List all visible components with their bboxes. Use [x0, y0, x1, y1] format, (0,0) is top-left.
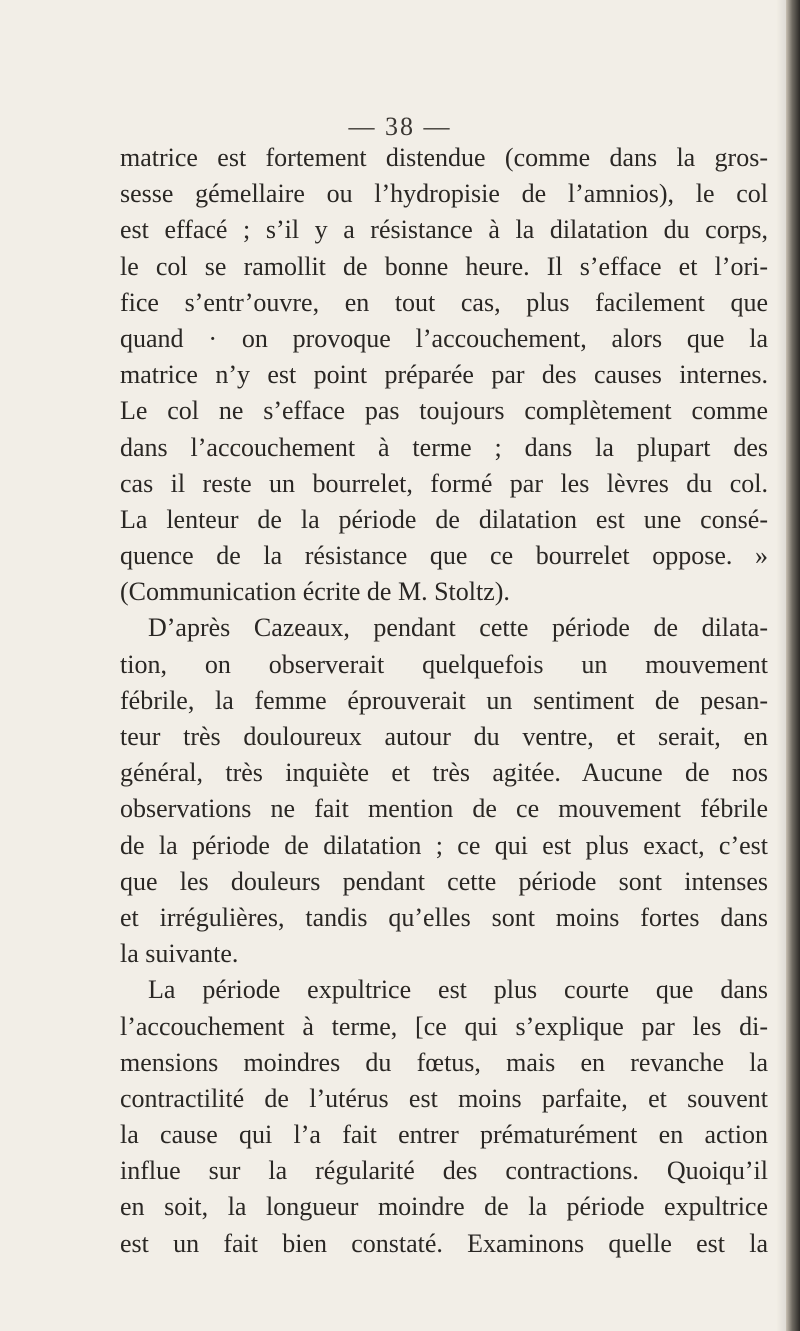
- text-line: général, très inquiète et très agitée. Aucune de nos: [120, 758, 768, 788]
- text-line: la cause qui l’a fait entrer prématurément en action: [120, 1120, 768, 1150]
- text-line: le col se ramollit de bonne heure. Il s’efface et l’ori-: [120, 251, 768, 281]
- text-line: La lenteur de la période de dilatation est une consé-: [120, 504, 768, 534]
- text-line: est un fait bien constaté. Examinons quelle est la: [120, 1228, 768, 1258]
- text-line: matrice est fortement distendue (comme dans la gros-: [120, 143, 768, 172]
- text-line: Le col ne s’efface pas toujours complètement comme: [120, 396, 768, 426]
- text-line: quand · on provoque l’accouchement, alors que la: [120, 323, 768, 353]
- text-line: cas il reste un bourrelet, formé par les lèvres du col.: [120, 468, 768, 498]
- page-number: — 38 —: [348, 112, 452, 141]
- text-line: l’accouchement à terme, [ce qui s’explique par les di-: [120, 1011, 768, 1041]
- text-line: de la période de dilatation ; ce qui est plus exact, c’est: [120, 830, 768, 860]
- gutter-shadow: [776, 0, 786, 1331]
- text-line: fébrile, la femme éprouverait un sentiment de pesan-: [120, 685, 768, 715]
- text-line: sesse gémellaire ou l’hydropisie de l’amnios), le col: [120, 179, 768, 209]
- text-line: (Communication écrite de M. Stoltz).: [120, 577, 510, 607]
- text-line: observations ne fait mention de ce mouvement fébrile: [120, 794, 768, 824]
- text-line: et irrégulières, tandis qu’elles sont moins fortes dans: [120, 902, 768, 932]
- text-line: que les douleurs pendant cette période sont intenses: [120, 866, 768, 896]
- text-line: influe sur la régularité des contractions. Quoiqu’il: [120, 1156, 768, 1186]
- book-spine-edge: [786, 0, 800, 1331]
- text-line: contractilité de l’utérus est moins parfaite, et souvent: [120, 1083, 768, 1113]
- text-line: en soit, la longueur moindre de la période expultrice: [120, 1192, 768, 1222]
- text-line: fice s’entr’ouvre, en tout cas, plus facilement que: [120, 287, 768, 317]
- page-body-text: [120, 140, 768, 1262]
- text-line: la suivante.: [120, 939, 239, 969]
- text-line: teur très douloureux autour du ventre, et serait, en: [120, 722, 768, 751]
- text-line: matrice n’y est point préparée par des causes internes.: [120, 360, 768, 390]
- text-line: quence de la résistance que ce bourrelet oppose. »: [120, 541, 768, 571]
- text-line: tion, on observerait quelquefois un mouvement: [120, 649, 768, 679]
- paragraph-start-line: D’après Cazeaux, pendant cette période de dilata-: [148, 613, 768, 643]
- text-line: dans l’accouchement à terme ; dans la plupart des: [120, 432, 768, 462]
- text-line: est effacé ; s’il y a résistance à la dilatation du corps,: [120, 215, 768, 245]
- text-line: mensions moindres du fœtus, mais en revanche la: [120, 1047, 768, 1077]
- paragraph-start-line: La période expultrice est plus courte que dans: [148, 975, 768, 1005]
